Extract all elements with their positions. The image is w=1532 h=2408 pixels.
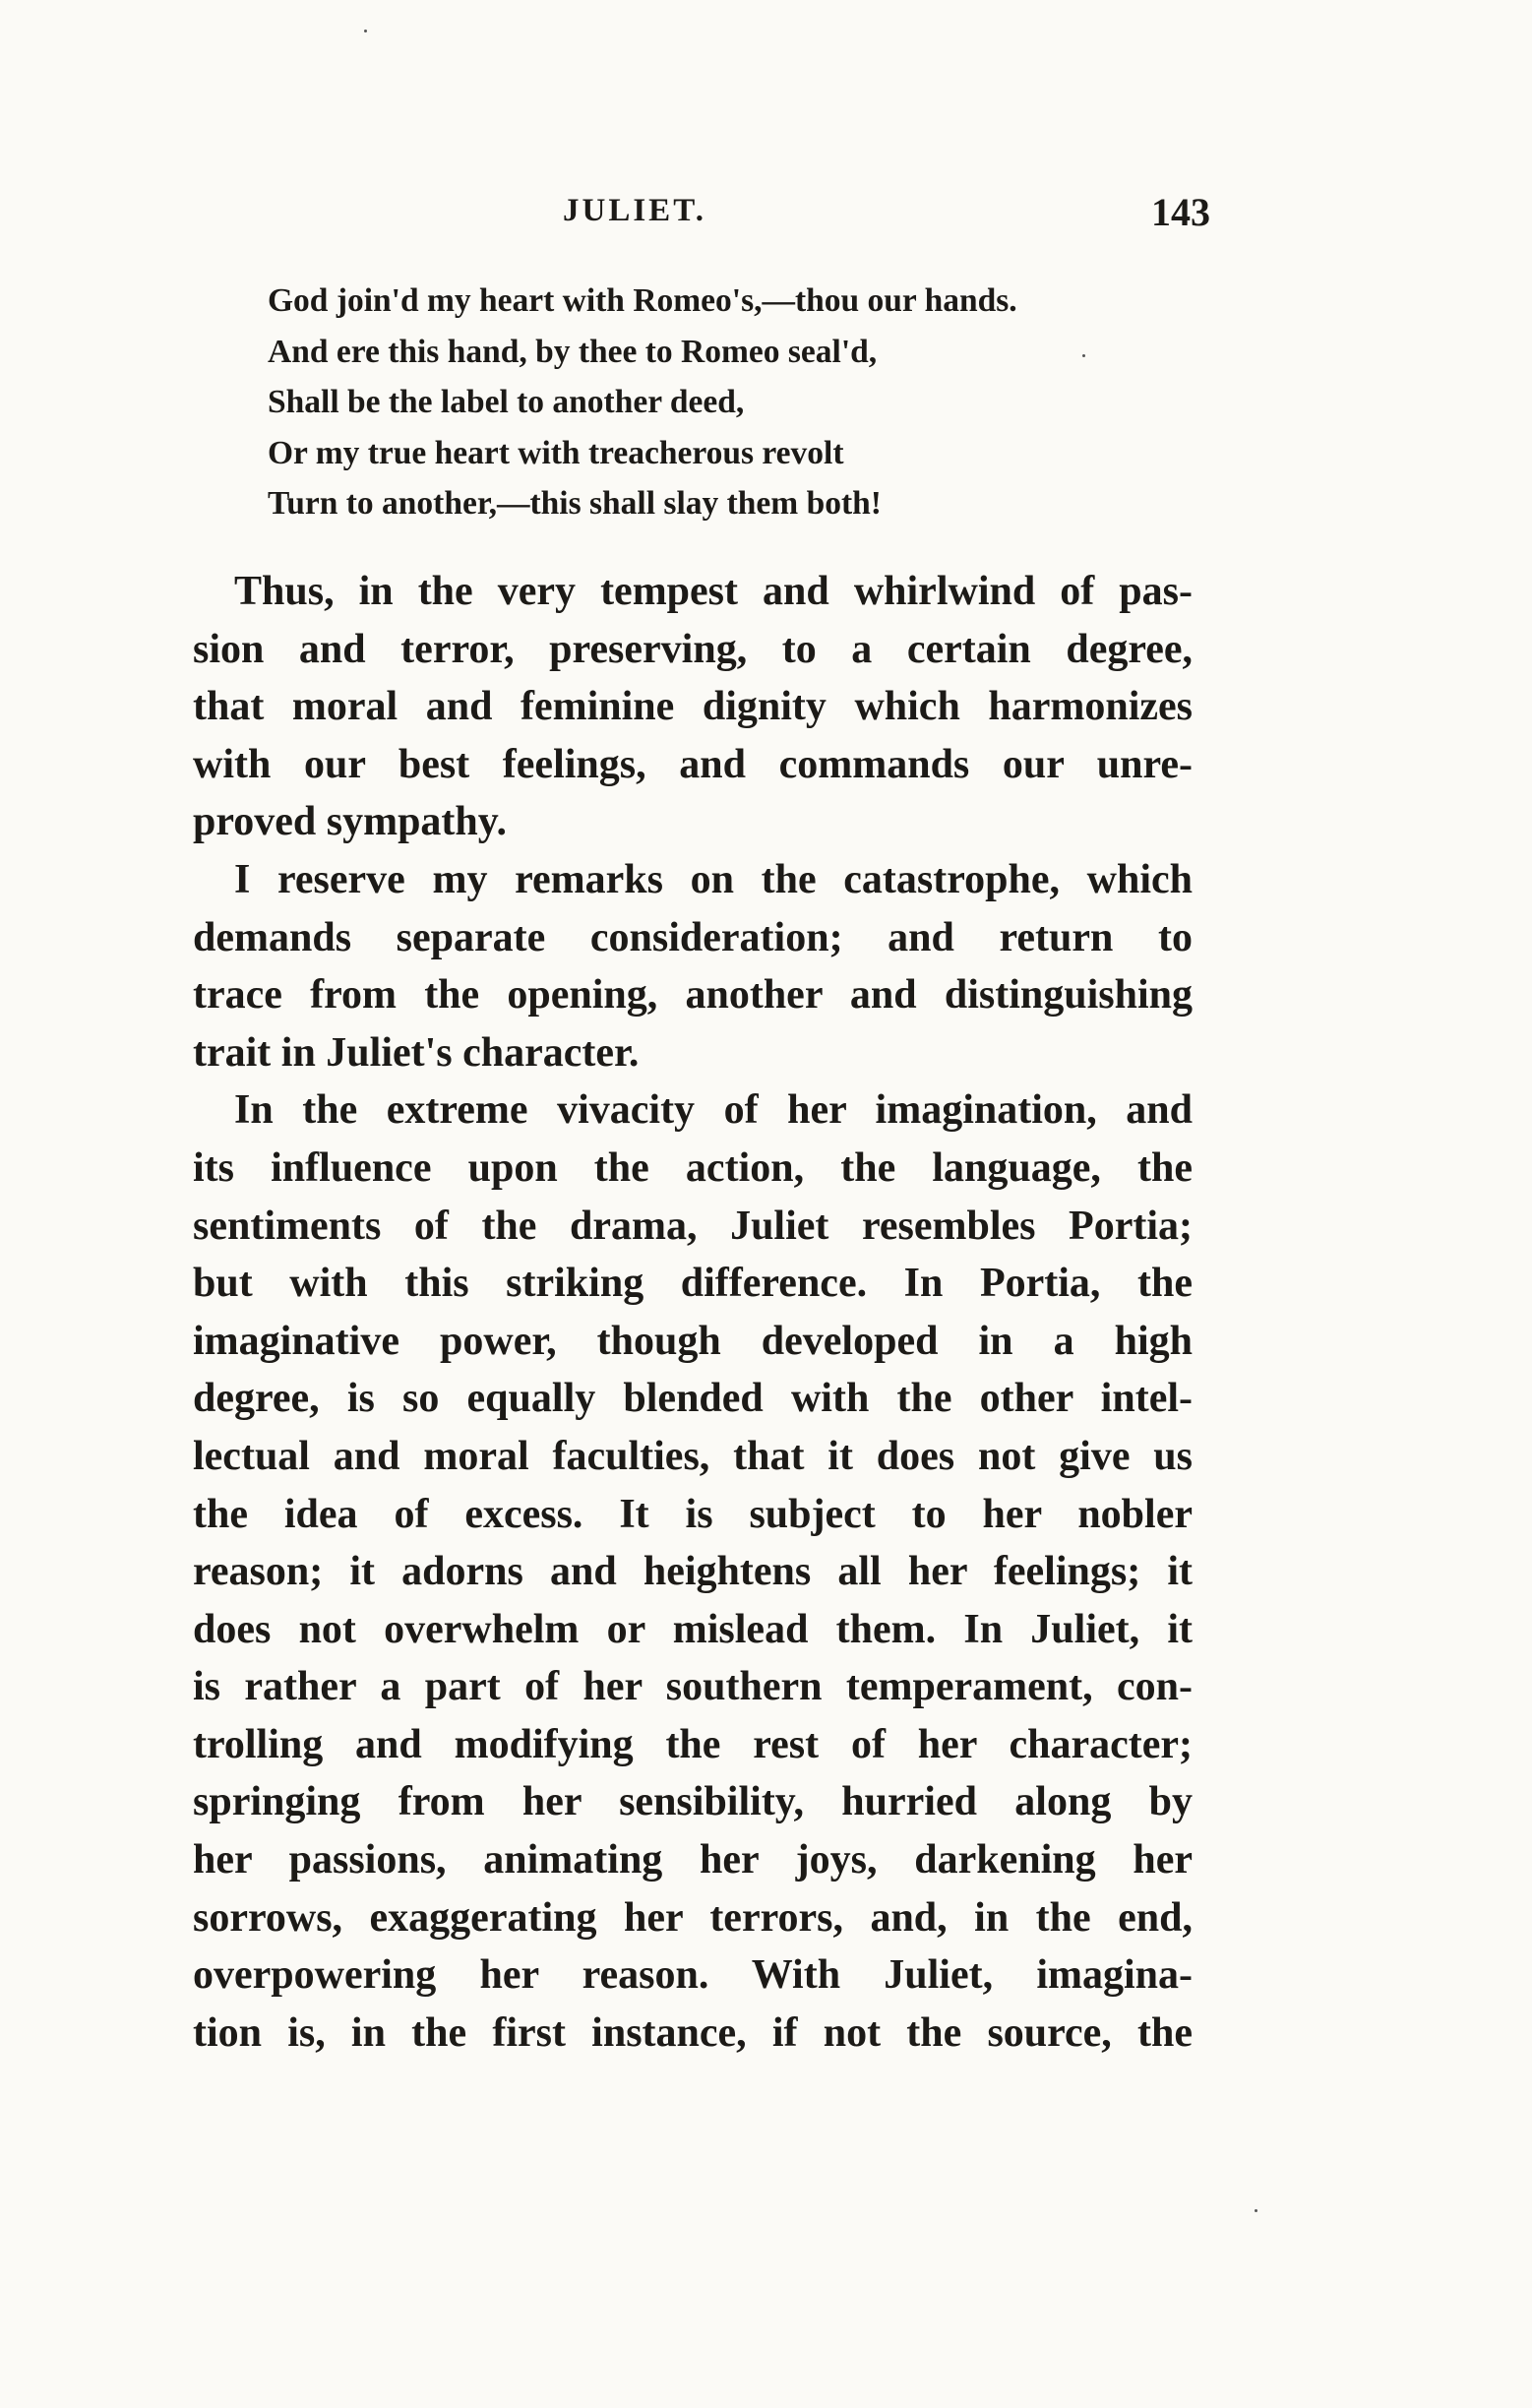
verse-line: God join'd my heart with Romeo's,—thou our hands. (268, 282, 1017, 319)
text-line: proved sympathy. (193, 799, 507, 845)
text-line: springing from her sensibility, hurried along by (193, 1779, 1193, 1825)
text-line: sorrows, exaggerating her terrors, and, in the end, (193, 1894, 1193, 1941)
paper-speck (364, 30, 367, 32)
text-line: her passions, animating her joys, darkening her (193, 1837, 1193, 1883)
text-line: trait in Juliet's character. (193, 1029, 640, 1076)
text-line: I reserve my remarks on the catastrophe, which (234, 856, 1193, 902)
paper-speck (1082, 354, 1085, 357)
text-line: tion is, in the first instance, if not the source, the (193, 2009, 1193, 2056)
verse-line: Or my true heart with treacherous revolt (268, 434, 844, 471)
paragraph (193, 1081, 1193, 2062)
text-line: with our best feelings, and commands our unre- (193, 741, 1193, 787)
text-line: trace from the opening, another and distinguishing (193, 972, 1193, 1019)
verse-quotation (268, 276, 1183, 529)
text-line: the idea of excess. It is subject to her nobler (193, 1491, 1193, 1537)
verse-line: Turn to another,—this shall slay them both! (268, 485, 882, 522)
text-line: Thus, in the very tempest and whirlwind of pas- (234, 569, 1193, 614)
paper-speck (1255, 2209, 1257, 2212)
text-line: sion and terror, preserving, to a certain degree, (193, 626, 1193, 672)
text-line: does not overwhelm or mislead them. In Juliet, it (193, 1606, 1193, 1652)
text-line: is rather a part of her southern temperament, con- (193, 1664, 1193, 1710)
text-line: reason; it adorns and heightens all her feelings; it (193, 1549, 1193, 1595)
text-line: imaginative power, though developed in a high (193, 1318, 1193, 1364)
body-text (193, 563, 1193, 2062)
text-line: but with this striking difference. In Portia, the (193, 1261, 1193, 1307)
text-line: overpowering her reason. With Juliet, imagina- (193, 1952, 1193, 1999)
text-line: its influence upon the action, the language, the (193, 1144, 1193, 1191)
text-line: demands separate consideration; and return to (193, 914, 1193, 960)
page-number: 143 (1151, 190, 1210, 234)
text-line: sentiments of the drama, Juliet resembles Portia; (193, 1203, 1193, 1249)
running-head (197, 190, 1210, 242)
running-title: JULIET. (563, 193, 707, 228)
paragraph (193, 563, 1193, 851)
verse-line: And ere this hand, by thee to Romeo seal'd, (268, 333, 878, 370)
verse-line: Shall be the label to another deed, (268, 384, 745, 420)
text-line: trolling and modifying the rest of her character; (193, 1721, 1193, 1767)
text-line: lectual and moral faculties, that it does not give us (193, 1433, 1193, 1479)
paragraph (193, 851, 1193, 1081)
text-line: that moral and feminine dignity which harmonizes (193, 684, 1193, 730)
text-line: degree, is so equally blended with the other intel- (193, 1376, 1193, 1422)
text-line: In the extreme vivacity of her imagination, and (234, 1087, 1193, 1134)
